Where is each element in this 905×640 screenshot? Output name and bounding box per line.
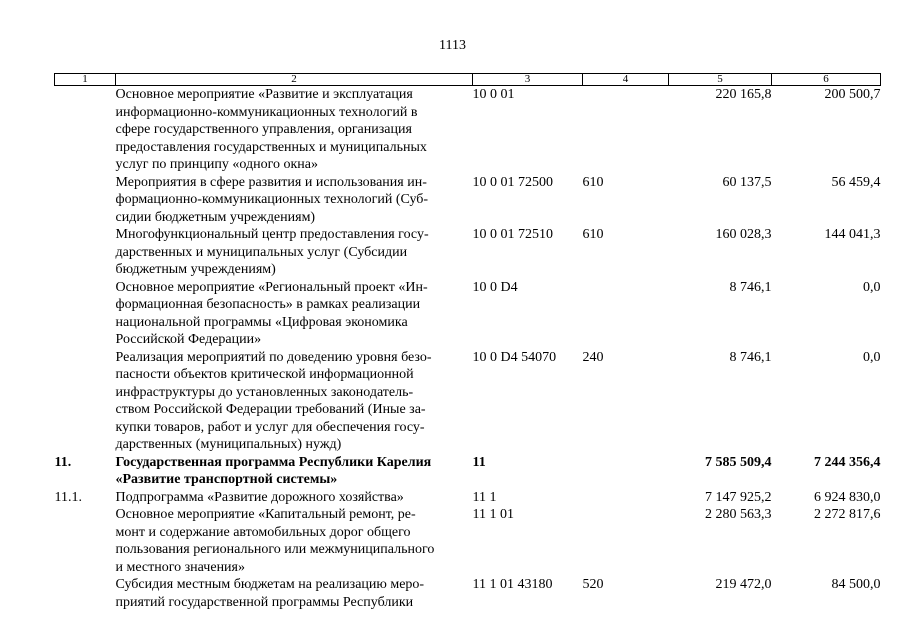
row-name-line: Многофункциональный центр предоставления госу- — [115, 227, 429, 242]
row-name — [116, 86, 473, 174]
header-cell: 1 — [55, 74, 116, 86]
budget-table-body — [55, 86, 881, 612]
row-name-line: купки товаров, работ и услуг для обеспечения госу- — [115, 419, 425, 435]
table-row — [55, 349, 881, 454]
row-number — [55, 506, 116, 576]
row-name-line: Основное мероприятие «Капитальный ремонт, ре- — [115, 507, 416, 522]
expense-type-code: 240 — [582, 349, 604, 365]
row-number: 11. — [54, 454, 72, 470]
row-name — [116, 489, 473, 507]
row-name-line: ством Российской Федерации требований (Иные за- — [115, 402, 426, 417]
target-article-code: 10 0 01 — [472, 87, 515, 102]
row-name-line: Реализация мероприятий по доведению уровня безо- — [115, 349, 432, 365]
target-article-code: 10 0 D4 — [472, 279, 518, 295]
row-name — [116, 349, 473, 454]
row-name-line: Подпрограмма «Развитие дорожного хозяйства» — [115, 489, 404, 505]
row-name-line: монт и содержание автомобильных дорог общего — [115, 524, 411, 540]
row-name-line: Российской Федерации» — [115, 332, 262, 347]
target-article-code: 11 1 01 43180 — [472, 577, 553, 592]
table-row — [55, 506, 881, 576]
amount-col5: 8 746,1 — [729, 349, 772, 365]
amount-col5: 7 585 509,4 — [705, 454, 772, 470]
expense-type-code — [583, 506, 669, 576]
expense-type-code — [583, 86, 669, 174]
table-row — [55, 576, 881, 611]
row-number — [55, 226, 116, 279]
row-name-line: Мероприятия в сфере развития и использования ин- — [115, 174, 427, 190]
expense-type-code: 520 — [582, 577, 604, 592]
row-number — [55, 349, 116, 454]
target-article-code: 10 0 01 72510 — [472, 227, 553, 242]
row-name — [116, 226, 473, 279]
row-name-line: информационно-коммуникационных технологий в — [115, 104, 418, 120]
expense-type-code: 610 — [582, 174, 604, 190]
table-row — [55, 454, 881, 489]
amount-col5: 219 472,0 — [715, 577, 772, 592]
row-number — [55, 174, 116, 227]
row-name-line: инфраструктуры до установленных законодатель- — [115, 384, 414, 400]
table-row — [55, 86, 881, 174]
header-cell: 3 — [473, 74, 583, 86]
row-name-line: предоставления государственных и муниципальных — [115, 139, 427, 155]
row-name-line: Субсидия местным бюджетам на реализацию меро- — [115, 577, 425, 592]
header-row — [55, 74, 881, 86]
amount-col5: 8 746,1 — [729, 279, 772, 295]
amount-col6: 84 500,0 — [831, 577, 881, 592]
page-number: 1113 — [439, 38, 466, 53]
row-name-line: формационная безопасность» в рамках реализации — [115, 297, 421, 312]
amount-col5: 60 137,5 — [722, 174, 772, 190]
row-name-line: формационно-коммуникационных технологий (Суб- — [115, 192, 429, 207]
expense-type-code — [583, 489, 669, 507]
amount-col6: 200 500,7 — [824, 87, 881, 102]
table-row — [55, 489, 881, 507]
header-cell: 4 — [583, 74, 669, 86]
row-name-line: сидии бюджетным учреждениям) — [115, 209, 316, 225]
amount-col5: 2 280 563,3 — [705, 507, 772, 522]
row-name-line: «Развитие транспортной системы» — [115, 472, 338, 487]
row-name — [116, 576, 473, 611]
target-article-code: 11 1 — [472, 489, 497, 505]
amount-col6: 7 244 356,4 — [814, 454, 881, 470]
target-article-code: 11 — [472, 454, 486, 470]
row-name-line: и местного значения» — [115, 559, 245, 575]
amount-col6: 0,0 — [863, 279, 881, 295]
amount-col6: 144 041,3 — [824, 227, 881, 242]
amount-col6: 2 272 817,6 — [814, 507, 881, 522]
amount-col5: 220 165,8 — [715, 87, 772, 102]
amount-col6: 56 459,4 — [831, 174, 881, 190]
row-name-line: сфере государственного управления, организация — [115, 122, 412, 137]
row-number — [55, 279, 116, 349]
amount-col5: 160 028,3 — [715, 227, 772, 242]
row-name-line: бюджетным учреждениям) — [115, 262, 276, 277]
row-name-line: услуг по принципу «одного окна» — [115, 157, 319, 172]
expense-type-code: 610 — [582, 227, 604, 242]
budget-table — [54, 73, 881, 611]
target-article-code: 10 0 D4 54070 — [472, 349, 557, 365]
row-name-line: национальной программы «Цифровая экономика — [115, 314, 408, 330]
amount-col6: 0,0 — [863, 349, 881, 365]
expense-type-code — [583, 454, 669, 489]
row-name-line: Основное мероприятие «Развитие и эксплуатация — [115, 87, 413, 102]
target-article-code: 10 0 01 72500 — [472, 174, 553, 190]
table-row — [55, 226, 881, 279]
amount-col6: 6 924 830,0 — [814, 489, 881, 505]
row-name-line: дарственных (муниципальных) нужд) — [115, 437, 342, 452]
row-name-line: приятий государственной программы Республики — [115, 594, 414, 610]
row-name-line: дарственных и муниципальных услуг (Субсидии — [115, 244, 408, 260]
row-number — [55, 576, 116, 611]
table-row — [55, 174, 881, 227]
row-name — [116, 506, 473, 576]
row-name-line: пасности объектов критической информационной — [115, 367, 414, 382]
table-row — [55, 279, 881, 349]
row-name-line: Основное мероприятие «Региональный проект «Ин- — [115, 279, 428, 295]
row-name — [116, 174, 473, 227]
expense-type-code — [583, 279, 669, 349]
header-cell: 5 — [669, 74, 772, 86]
row-name — [116, 454, 473, 489]
header-cell: 2 — [116, 74, 473, 86]
row-number — [55, 86, 116, 174]
row-number: 11.1. — [54, 489, 82, 505]
row-name-line: пользования регионального или межмуниципального — [115, 542, 435, 557]
header-cell: 6 — [772, 74, 881, 86]
amount-col5: 7 147 925,2 — [705, 489, 772, 505]
row-name-line: Государственная программа Республики Карелия — [115, 454, 432, 470]
row-name — [116, 279, 473, 349]
target-article-code: 11 1 01 — [472, 507, 514, 522]
